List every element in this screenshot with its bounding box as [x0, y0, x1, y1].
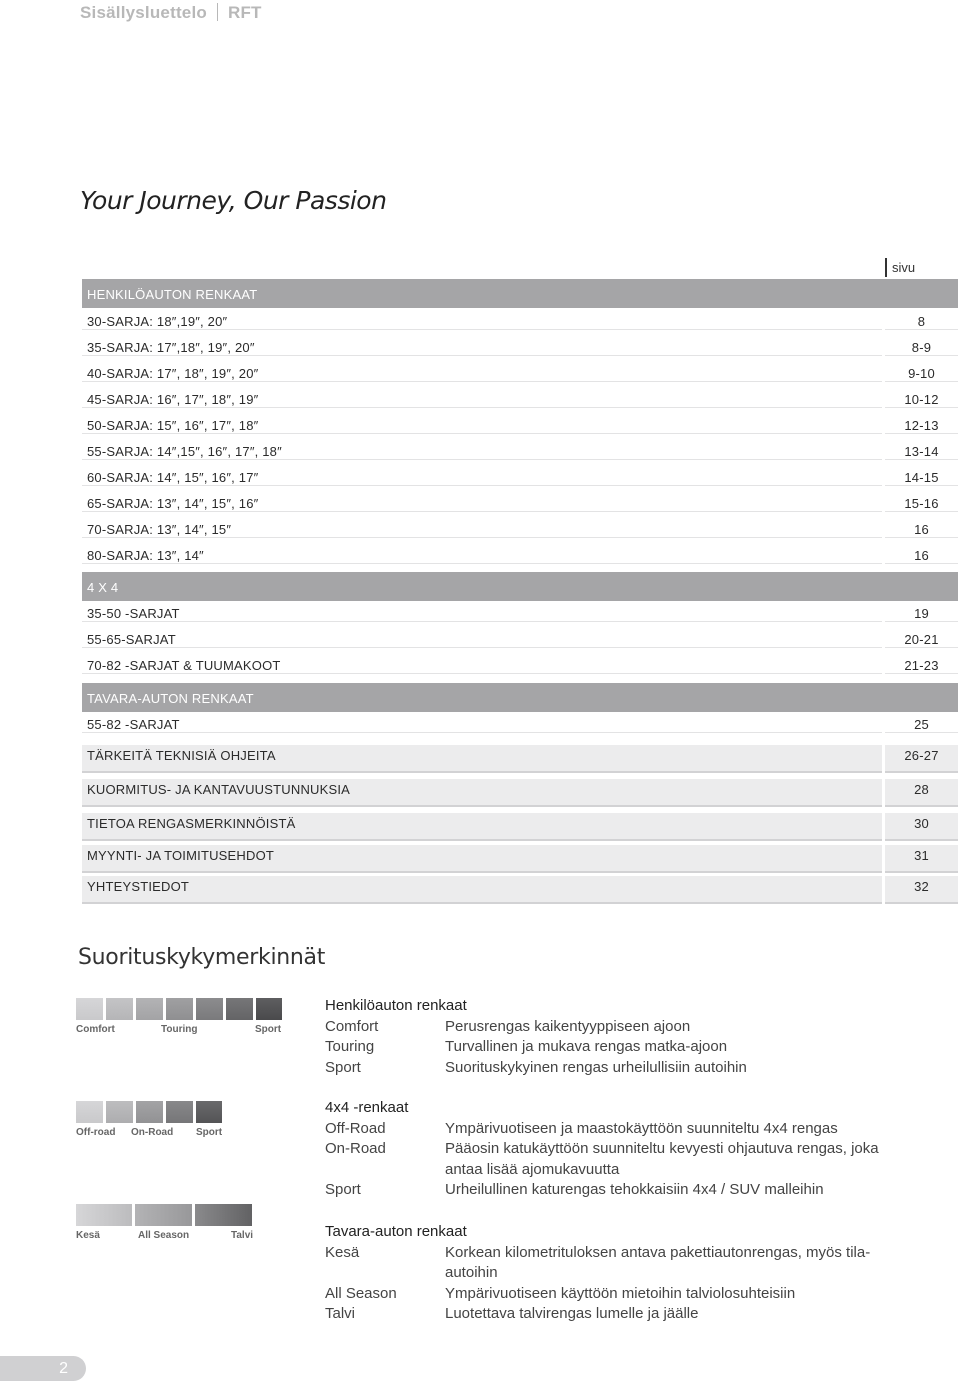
toc-section-label: TAVARA-AUTON RENKAAT [87, 691, 254, 706]
toc-row-label: MYYNTI- JA TOIMITUSEHDOT [82, 845, 882, 873]
scale-segment [135, 1204, 192, 1226]
scale-segment [76, 1204, 132, 1226]
scale-label: Touring [161, 1024, 198, 1035]
document-title: Your Journey, Our Passion [80, 186, 387, 215]
legend-key: On-Road [325, 1140, 386, 1157]
legend-van [325, 1222, 871, 1325]
toc-row-label: KUORMITUS- JA KANTAVUUSTUNNUKSIA [82, 779, 882, 807]
scale-segment [166, 1101, 193, 1123]
legend-item [325, 1180, 824, 1201]
toc-row-page: 21-23 [885, 658, 958, 674]
toc-row-label: 55-82 -SARJAT [82, 717, 882, 733]
legend-item [325, 1284, 796, 1305]
scale-segment [106, 1101, 133, 1123]
toc-row-label: 60-SARJA: 14″, 15″, 16″, 17″ [82, 470, 882, 486]
legend-desc: Ympärivuotiseen ja maastokäyttöön suunniteltu 4x4 rengas [445, 1119, 838, 1137]
toc-row-page: 13-14 [885, 444, 958, 460]
legend-key: All Season [325, 1284, 397, 1302]
legend-item [325, 1037, 728, 1058]
scale-label: Sport [255, 1024, 282, 1035]
toc-row-page: 16 [885, 548, 958, 564]
toc-row-label: 55-SARJA: 14″,15″, 16″, 17″, 18″ [82, 444, 882, 460]
legend-desc: Korkean kilometrituloksen antava pakettiautonrengas, myös tila-autoihin [445, 1243, 871, 1281]
legend-desc: Suorituskykyinen rengas urheilullisiin autoihin [445, 1058, 747, 1076]
toc-row-page: 30 [885, 813, 958, 841]
legend-item [325, 1017, 691, 1038]
toc-row-page: 10-12 [885, 392, 958, 408]
toc-row-page: 8 [885, 314, 958, 330]
toc-row-label: 55-65-SARJAT [82, 632, 882, 648]
legend-key: Talvi [325, 1305, 356, 1322]
legend-desc: Luotettava talvirengas lumelle ja jäälle [445, 1305, 699, 1322]
scale-label: On-Road [131, 1127, 174, 1138]
legend-passenger-car [325, 996, 747, 1078]
legend-key: Touring [325, 1038, 375, 1055]
toc-row-page: 19 [885, 606, 958, 622]
scale-segment [226, 998, 253, 1020]
toc-row-page: 15-16 [885, 496, 958, 512]
toc-row-label: 35-SARJA: 17″,18″, 19″, 20″ [82, 340, 882, 356]
legend-key: Comfort [325, 1017, 379, 1035]
legend-desc: Urheilullinen katurengas tehokkaisiin 4x4 / SUV malleihin [445, 1181, 824, 1198]
toc-row-label: 50-SARJA: 15″, 16″, 17″, 18″ [82, 418, 882, 434]
performance-section-title: Suorituskykymerkinnät [78, 945, 326, 970]
toc-row-label: TIETOA RENGASMERKINNÖISTÄ [82, 813, 882, 841]
legend-key: Sport [325, 1058, 361, 1076]
legend-heading: Tavara-auton renkaat [325, 1223, 467, 1240]
toc-row-label: YHTEYSTIEDOT [82, 876, 882, 904]
legend-item [325, 1304, 699, 1325]
toc-section-label: HENKILÖAUTON RENKAAT [87, 287, 258, 302]
legend-item [325, 1139, 879, 1180]
toc-row-page: 14-15 [885, 470, 958, 486]
toc-row-label: 45-SARJA: 16″, 17″, 18″, 19″ [82, 392, 882, 408]
toc-section-passenger-car [82, 279, 958, 308]
toc-row-page: 32 [885, 876, 958, 904]
toc-row-label: 40-SARJA: 17″, 18″, 19″, 20″ [82, 366, 882, 382]
scale-segment [196, 1101, 222, 1123]
toc-row-label: 35-50 -SARJAT [82, 606, 882, 622]
legend-heading: Henkilöauton renkaat [325, 997, 467, 1014]
scale-label: Kesä [76, 1230, 100, 1241]
toc-row-page: 25 [885, 717, 958, 733]
legend-desc: Pääosin katukäyttöön suunniteltu kevyesti ohjautuva rengas, joka antaa lisää ajomukavuutta [445, 1140, 879, 1178]
legend-heading: 4x4 -renkaat [325, 1099, 409, 1116]
scale-label: All Season [138, 1230, 190, 1241]
toc-section-label: 4 X 4 [87, 580, 119, 595]
scale-label: Off-road [76, 1127, 116, 1138]
legend-desc: Turvallinen ja mukava rengas matka-ajoon [445, 1038, 728, 1055]
running-header [80, 3, 262, 23]
legend-item [325, 1243, 871, 1284]
legend-4x4 [325, 1098, 879, 1201]
toc-section-van [82, 683, 958, 712]
legend-item [325, 1058, 747, 1079]
toc-row-page: 28 [885, 779, 958, 807]
legend-desc: Perusrengas kaikentyyppiseen ajoon [445, 1017, 691, 1035]
scale-segment [76, 1101, 103, 1123]
scale-label: Sport [196, 1127, 223, 1138]
scale-segment [76, 998, 103, 1020]
page-number: 2 [0, 1356, 86, 1381]
header-tag: RFT [227, 3, 262, 22]
toc-row-page: 31 [885, 845, 958, 873]
scale-label: Talvi [231, 1230, 254, 1241]
legend-desc: Ympärivuotiseen käyttöön mietoihin talviolosuhteisiin [445, 1284, 796, 1302]
toc-row-page: 8-9 [885, 340, 958, 356]
legend-key: Kesä [325, 1243, 360, 1261]
scale-segment [136, 1101, 163, 1123]
toc-row-page: 20-21 [885, 632, 958, 648]
header-title: Sisällysluettelo [80, 3, 207, 22]
scale-segment [195, 1204, 252, 1226]
header-divider [217, 3, 218, 21]
toc-row-label: 30-SARJA: 18″,19″, 20″ [82, 314, 882, 330]
scale-segment [166, 998, 193, 1020]
legend-item [325, 1119, 838, 1140]
toc-row-label: TÄRKEITÄ TEKNISIÄ OHJEITA [82, 745, 882, 773]
scale-segment [136, 998, 163, 1020]
toc-row-page: 12-13 [885, 418, 958, 434]
legend-key: Sport [325, 1181, 361, 1198]
scale-segment [256, 998, 282, 1020]
page-column-label: sivu [885, 258, 915, 277]
toc-row-page: 16 [885, 522, 958, 538]
scale-segment [196, 998, 223, 1020]
toc-section-4x4 [82, 572, 958, 601]
toc-row-page: 9-10 [885, 366, 958, 382]
toc-row-page: 26-27 [885, 745, 958, 773]
toc-row-label: 70-SARJA: 13″, 14″, 15″ [82, 522, 882, 538]
toc-row-label: 70-82 -SARJAT & TUUMAKOOT [82, 658, 882, 674]
scale-label: Comfort [76, 1024, 115, 1035]
legend-key: Off-Road [325, 1119, 386, 1137]
toc-row-label: 80-SARJA: 13″, 14″ [82, 548, 882, 564]
toc-row-label: 65-SARJA: 13″, 14″, 15″, 16″ [82, 496, 882, 512]
scale-segment [106, 998, 133, 1020]
